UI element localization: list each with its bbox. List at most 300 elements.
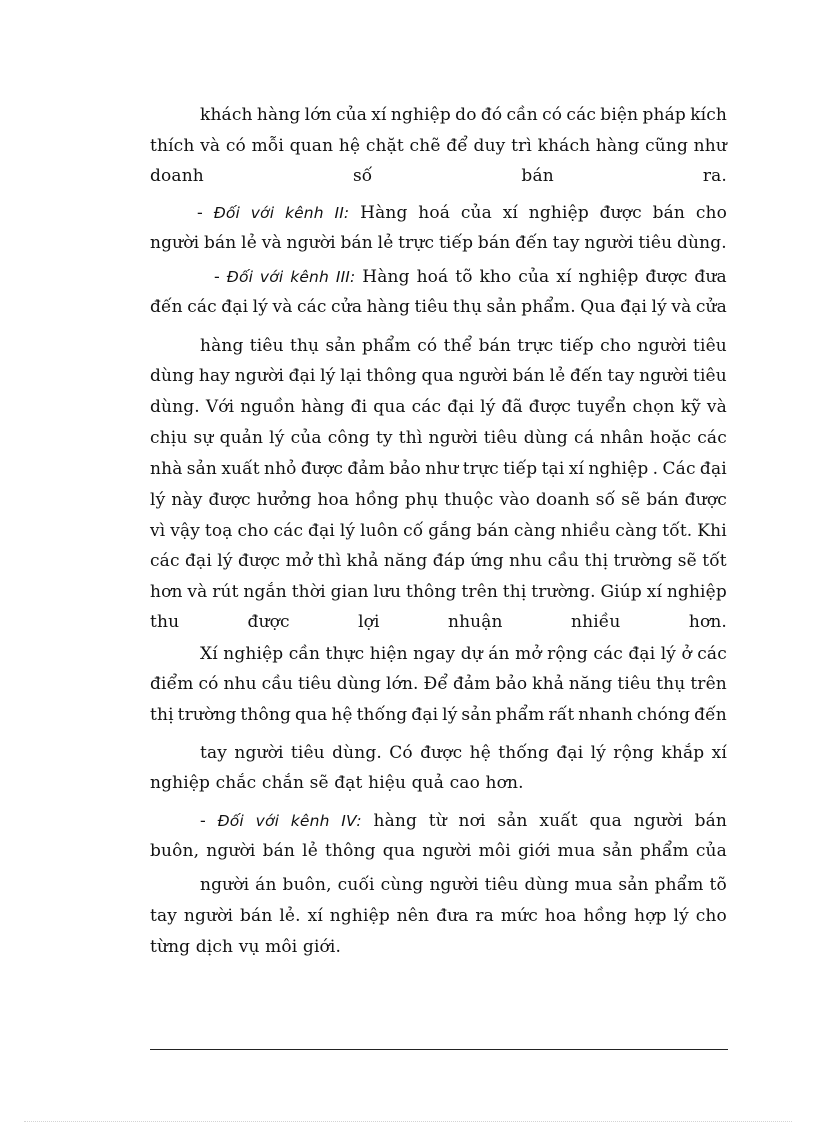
word: người <box>639 366 689 386</box>
text-line <box>150 135 727 157</box>
text-line <box>150 936 727 958</box>
word: giới <box>517 841 551 861</box>
word: qua <box>294 705 328 725</box>
word: cũng <box>645 136 688 156</box>
word: người <box>584 233 634 253</box>
text-line <box>200 874 727 896</box>
word: số <box>352 166 373 186</box>
word: tiêu <box>414 297 449 317</box>
word: hệ <box>469 743 491 763</box>
word: tốt <box>702 551 727 571</box>
word: khách <box>200 105 253 125</box>
word: dùng <box>524 875 569 895</box>
word: pháp <box>642 105 686 125</box>
word: hồng <box>355 490 399 510</box>
word: và <box>671 297 692 317</box>
text-line <box>150 520 727 542</box>
word: dùng. <box>332 743 382 763</box>
word: thị <box>502 582 527 602</box>
word: rút <box>212 582 239 602</box>
word: trên <box>461 582 498 602</box>
word: để <box>446 136 468 156</box>
word: khách <box>537 136 591 156</box>
word: xuất <box>221 459 260 479</box>
word: án <box>488 644 510 664</box>
text-line <box>150 489 727 511</box>
word: nên <box>396 906 430 926</box>
word: các <box>593 644 623 664</box>
word: chóng <box>636 705 691 725</box>
text-line <box>150 772 727 794</box>
word: có <box>542 105 563 125</box>
word: cần <box>288 644 321 664</box>
italic-heading-word: III: <box>335 268 356 286</box>
word: lý <box>651 297 667 317</box>
word: lý <box>660 644 677 664</box>
word: khắp <box>661 743 705 763</box>
text-line <box>150 296 727 318</box>
word: - <box>200 811 206 831</box>
word: có <box>198 674 219 694</box>
word: được <box>599 203 642 223</box>
word: chịu <box>150 428 188 448</box>
italic-heading-word: với <box>255 812 280 830</box>
word: lý <box>269 428 285 448</box>
word: và <box>200 136 221 156</box>
text-line <box>150 611 727 633</box>
word: qua <box>373 397 406 417</box>
word: bán <box>512 366 545 386</box>
word: do <box>455 105 477 125</box>
word: kích <box>690 105 727 125</box>
word: hàng <box>301 397 345 417</box>
word: thụ <box>452 297 483 317</box>
word: bảo <box>495 674 528 694</box>
word: dự <box>460 644 483 664</box>
word: có <box>417 336 438 356</box>
word: người <box>428 428 478 448</box>
word: chẽ <box>409 136 441 156</box>
word: hơn <box>150 582 183 602</box>
italic-heading-word: với <box>259 268 284 286</box>
word: nghiệp <box>528 203 589 223</box>
text-line <box>150 365 727 387</box>
word: đại <box>620 297 648 317</box>
word: cầu <box>261 674 294 694</box>
word: được <box>208 490 251 510</box>
word: hàng <box>373 811 417 831</box>
word: dùng. <box>150 397 200 417</box>
text-line <box>150 550 727 572</box>
word: rộng <box>613 743 655 763</box>
word: ra <box>475 906 494 926</box>
word: quản <box>219 428 264 448</box>
word: lý <box>320 366 336 386</box>
word: doanh <box>535 490 590 510</box>
word: công <box>327 428 370 448</box>
word: càng <box>615 521 658 541</box>
word: sẽ <box>677 551 697 571</box>
word: người <box>234 366 284 386</box>
word: dùng <box>150 366 195 386</box>
word: thì <box>317 551 342 571</box>
text-line <box>150 581 727 603</box>
word: cửa <box>331 297 363 317</box>
word: đại <box>308 521 335 541</box>
word: tốt. <box>662 521 693 541</box>
word: các <box>697 428 727 448</box>
word: ngắn <box>243 582 287 602</box>
word: đến <box>150 297 183 317</box>
word: xí <box>568 459 585 479</box>
word: hưởng <box>256 490 312 510</box>
word: đại <box>447 397 475 417</box>
italic-heading-word: kênh <box>284 204 324 222</box>
word: Giúp <box>600 582 642 602</box>
word: mua <box>557 841 596 861</box>
word: Với <box>205 397 235 417</box>
word: đến <box>570 366 603 386</box>
word: của <box>290 428 322 448</box>
text-line <box>214 266 727 288</box>
word: sản <box>186 459 218 479</box>
word: đại <box>185 551 212 571</box>
word: các <box>566 105 597 125</box>
word: bán <box>478 336 511 356</box>
word: cho <box>695 203 727 223</box>
word: người <box>429 875 479 895</box>
word: tiêu <box>617 674 652 694</box>
word: tại <box>541 459 565 479</box>
word: cố <box>403 521 424 541</box>
word: khả <box>532 674 564 694</box>
word: vậy <box>170 521 201 541</box>
word: tiêu <box>297 674 332 694</box>
word: ra. <box>702 166 727 186</box>
word: người <box>458 366 508 386</box>
word: được <box>238 551 281 571</box>
word: đáp <box>432 551 466 571</box>
word: nghiệp <box>578 267 639 287</box>
word: tiêu <box>692 366 727 386</box>
text-line <box>150 840 727 862</box>
word: nhỏ <box>263 459 297 479</box>
word: đại <box>288 366 316 386</box>
word: tiếp <box>559 336 594 356</box>
word: và <box>261 233 282 253</box>
word: lớn <box>304 105 332 125</box>
word: các <box>296 297 327 317</box>
word: Hàng <box>360 203 408 223</box>
word: tiếp <box>503 459 538 479</box>
italic-heading-word: Đối <box>217 812 244 830</box>
word: các <box>273 521 304 541</box>
word: thì <box>398 428 423 448</box>
word: đảm <box>452 674 491 694</box>
italic-heading-word: kênh <box>290 812 330 830</box>
word: thụ <box>656 674 686 694</box>
text-line <box>200 643 727 665</box>
word: bán <box>521 166 554 186</box>
word: số <box>595 490 616 510</box>
word: phẩm <box>654 875 704 895</box>
word: vào <box>499 490 530 510</box>
word: gian <box>330 582 369 602</box>
word: cầu <box>547 551 580 571</box>
text-line <box>200 742 727 764</box>
word: lớn. <box>385 674 419 694</box>
word: năng <box>568 674 613 694</box>
word: sản <box>618 875 649 895</box>
word: tay <box>607 366 635 386</box>
word: mở <box>285 551 313 571</box>
word: vì <box>150 521 166 541</box>
word: đại <box>556 743 584 763</box>
word: Xí <box>200 644 218 664</box>
word: ty <box>375 428 393 448</box>
word: tiêu <box>483 428 518 448</box>
word: lẻ <box>549 366 566 386</box>
text-line <box>150 905 727 927</box>
word: bán <box>340 233 373 253</box>
word: phẩm. <box>521 297 576 317</box>
word: Để <box>423 674 449 694</box>
word: nhân <box>600 428 644 448</box>
word: qua <box>421 366 454 386</box>
word: thời <box>291 582 326 602</box>
word: tiêu <box>290 743 325 763</box>
word: lý <box>217 551 233 571</box>
word: hệ <box>338 136 361 156</box>
word: thông <box>240 705 292 725</box>
page-bottom-edge <box>24 1121 792 1122</box>
word: lợi <box>358 612 380 632</box>
text-line <box>150 427 727 449</box>
text-line <box>150 165 727 187</box>
word: rộng <box>547 644 588 664</box>
word: kỹ <box>680 397 701 417</box>
word: toạ <box>204 521 233 541</box>
word: thông <box>325 841 376 861</box>
word: người <box>234 743 284 763</box>
word: bán <box>203 233 237 253</box>
word: sản <box>325 336 356 356</box>
word: duy <box>473 136 506 156</box>
italic-heading-word: IV: <box>341 812 362 830</box>
word: được <box>247 612 290 632</box>
text-line <box>150 704 727 726</box>
word: đảm <box>347 459 385 479</box>
word: của <box>695 841 727 861</box>
word: nguồn <box>240 397 296 417</box>
word: tõ <box>709 875 727 895</box>
word: tiêu <box>484 875 519 895</box>
word: Các <box>662 459 696 479</box>
word: hàng <box>595 136 640 156</box>
word: điểm <box>150 674 194 694</box>
text-line <box>200 335 727 357</box>
word: xí <box>371 105 387 125</box>
text-line <box>150 232 727 254</box>
word: bán <box>240 906 273 926</box>
word: buôn, <box>282 875 332 895</box>
word: hàng <box>256 105 301 125</box>
word: đã <box>501 397 523 417</box>
word: cùng <box>380 875 424 895</box>
word: tay <box>552 233 580 253</box>
word: trì <box>511 136 532 156</box>
word: người <box>200 875 250 895</box>
word: lý <box>252 297 268 317</box>
word: nhu <box>223 674 257 694</box>
word: dùng <box>523 428 568 448</box>
word: lẻ <box>302 841 318 861</box>
word: dùng <box>336 674 382 694</box>
word: hàng <box>200 336 244 356</box>
word: sẽ <box>621 490 641 510</box>
word: lưu <box>373 582 402 602</box>
word: hiện <box>369 644 408 664</box>
word: nghiệp <box>666 582 727 602</box>
word: án <box>255 875 277 895</box>
word: mức <box>500 906 538 926</box>
word: mua <box>574 875 613 895</box>
italic-heading-word: Đối <box>213 204 240 222</box>
word: lý <box>480 397 496 417</box>
word: được <box>645 267 688 287</box>
word: đến <box>694 705 727 725</box>
word: hồng <box>583 906 628 926</box>
word: chặt <box>365 136 404 156</box>
word: đi <box>350 397 368 417</box>
word: trường <box>613 551 673 571</box>
word: phụ <box>404 490 439 510</box>
word: thống <box>356 705 408 725</box>
word: người <box>286 233 336 253</box>
word: bán <box>646 490 679 510</box>
word: nhu <box>509 551 543 571</box>
word: và <box>187 582 208 602</box>
word: hoá <box>418 203 451 223</box>
word: phẩm <box>639 841 689 861</box>
word: tõ <box>455 267 473 287</box>
italic-heading-word: II: <box>334 204 350 222</box>
word: kho <box>479 267 512 287</box>
word: nhiều <box>560 521 611 541</box>
word: đại <box>628 644 656 664</box>
word: thực <box>325 644 365 664</box>
word: nghiệp <box>329 906 390 926</box>
word: và <box>272 297 293 317</box>
text-line <box>200 104 727 126</box>
word: thụ <box>289 336 320 356</box>
word: sản <box>461 705 492 725</box>
word: người <box>633 811 683 831</box>
word: bán <box>694 811 727 831</box>
word: các <box>150 551 180 571</box>
word: nghiệp <box>588 459 649 479</box>
word: xí <box>556 267 572 287</box>
word: cuối <box>337 875 375 895</box>
word: nhuận <box>447 612 503 632</box>
word: như <box>425 459 459 479</box>
text-line <box>150 458 727 480</box>
word: doanh <box>150 166 204 186</box>
word: như <box>693 136 727 156</box>
word: tiêu <box>693 336 727 356</box>
word: bán <box>652 203 686 223</box>
word: thể <box>443 336 473 356</box>
word: tay <box>200 743 228 763</box>
word: đưa <box>436 906 469 926</box>
word: thông <box>405 582 457 602</box>
italic-heading-word: với <box>250 204 275 222</box>
word: phẩm <box>361 336 411 356</box>
word: nhanh <box>578 705 633 725</box>
word: xí <box>711 743 727 763</box>
word: lý <box>590 743 606 763</box>
word: Có <box>389 743 413 763</box>
word: cá <box>574 428 594 448</box>
word: lý <box>150 490 166 510</box>
word: sản <box>497 811 528 831</box>
word: có <box>225 136 246 156</box>
word: lẻ <box>377 233 394 253</box>
word: trực <box>462 459 499 479</box>
text-line <box>200 810 727 832</box>
word: hợp <box>634 906 667 926</box>
word: hàng <box>366 297 411 317</box>
word: từ <box>428 811 447 831</box>
word: và <box>706 397 727 417</box>
word: mỗi <box>251 136 284 156</box>
word: trực <box>517 336 554 356</box>
word: Khi <box>697 521 727 541</box>
word: - <box>214 267 220 287</box>
word: năng <box>383 551 428 571</box>
word: buôn, <box>150 841 200 861</box>
line-text: nghiệp chắc chắn sẽ đạt hiệu quả cao hơn. <box>150 773 524 793</box>
word: hay <box>198 366 231 386</box>
word: bán <box>476 521 510 541</box>
word: được <box>300 459 344 479</box>
word: ở <box>681 644 692 664</box>
word: lý <box>339 521 356 541</box>
word: lẻ <box>241 233 257 253</box>
word: nghiệp <box>223 644 284 664</box>
word: sản <box>602 841 633 861</box>
footer-rule <box>150 1049 728 1050</box>
word: các <box>697 644 727 664</box>
word: lý <box>673 906 689 926</box>
word: rất <box>548 705 575 725</box>
word: xí <box>646 582 663 602</box>
word: nhà <box>150 459 183 479</box>
word: thích <box>150 136 195 156</box>
word: tay <box>150 906 178 926</box>
word: quan <box>289 136 334 156</box>
word: hơn. <box>688 612 727 632</box>
word: cho <box>600 336 632 356</box>
word: người <box>422 841 472 861</box>
word: này <box>171 490 203 510</box>
word: hoặc <box>649 428 692 448</box>
word: xí <box>307 906 323 926</box>
word: sản <box>486 297 517 317</box>
word: thu <box>150 612 180 632</box>
word: . <box>652 459 659 479</box>
word: bảo <box>389 459 421 479</box>
